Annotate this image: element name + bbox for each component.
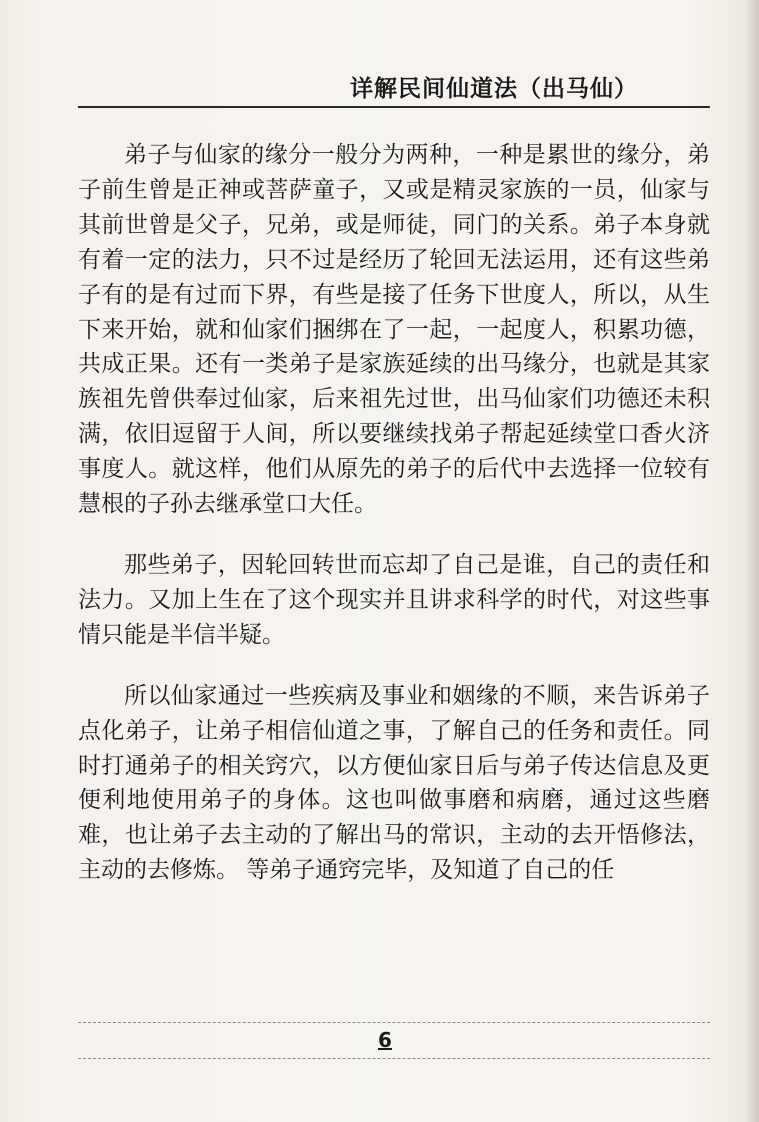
paragraph-1: 弟子与仙家的缘分一般分为两种，一种是累世的缘分，弟子前生曾是正神或菩萨童子，又或是精灵家族的一员，仙家与其前世曾是父子，兄弟，或是师徒，同门的关系。弟子本身就有着一定的法力，只不过是经历了轮回无法运用，还有这些弟子有的是有过而下界，有些是接了任务下世度人，所以，从生下来开始，就和仙家们捆绑在了一起，一起度人，积累功德，共成正果。还有一类弟子是家族延续的出马缘分，也就是其家族祖先曾供奉过仙家，后来祖先过世，出马仙家们功德还未积满，依旧逗留于人间，所以要继续找弟子帮起延续堂口香火济事度人。就这样，他们从原先的弟子的后代中去选择一位较有慧根的子孙去继承堂口大任。	[78, 142, 710, 518]
body-text	[78, 138, 710, 888]
paragraph-3: 所以仙家通过一些疾病及事业和姻缘的不顺，来告诉弟子点化弟子，让弟子相信仙道之事，了解自己的任务和责任。同时打通弟子的相关窍穴，以方便仙家日后与弟子传达信息及更便利地使用弟子的身体。这也叫做事磨和病磨，通过这些磨难，也让弟子去主动的了解出马的常识，主动的去开悟修法，主动的去修炼。 等弟子通窍完毕，及知道了自己的任	[78, 682, 710, 884]
footer-rule-top	[78, 1022, 710, 1023]
header-title: 详解民间仙道法（出马仙）	[350, 76, 638, 102]
paragraph-2: 那些弟子，因轮回转世而忘却了自己是谁，自己的责任和法力。又加上生在了这个现实并且讲求科学的时代，对这些事情只能是半信半疑。	[78, 551, 710, 648]
running-header	[78, 68, 710, 108]
page-edge-shadow	[745, 0, 759, 1122]
page-number: 6	[378, 1028, 392, 1052]
footer-rule-bottom	[78, 1058, 710, 1059]
header-rule	[78, 106, 710, 108]
